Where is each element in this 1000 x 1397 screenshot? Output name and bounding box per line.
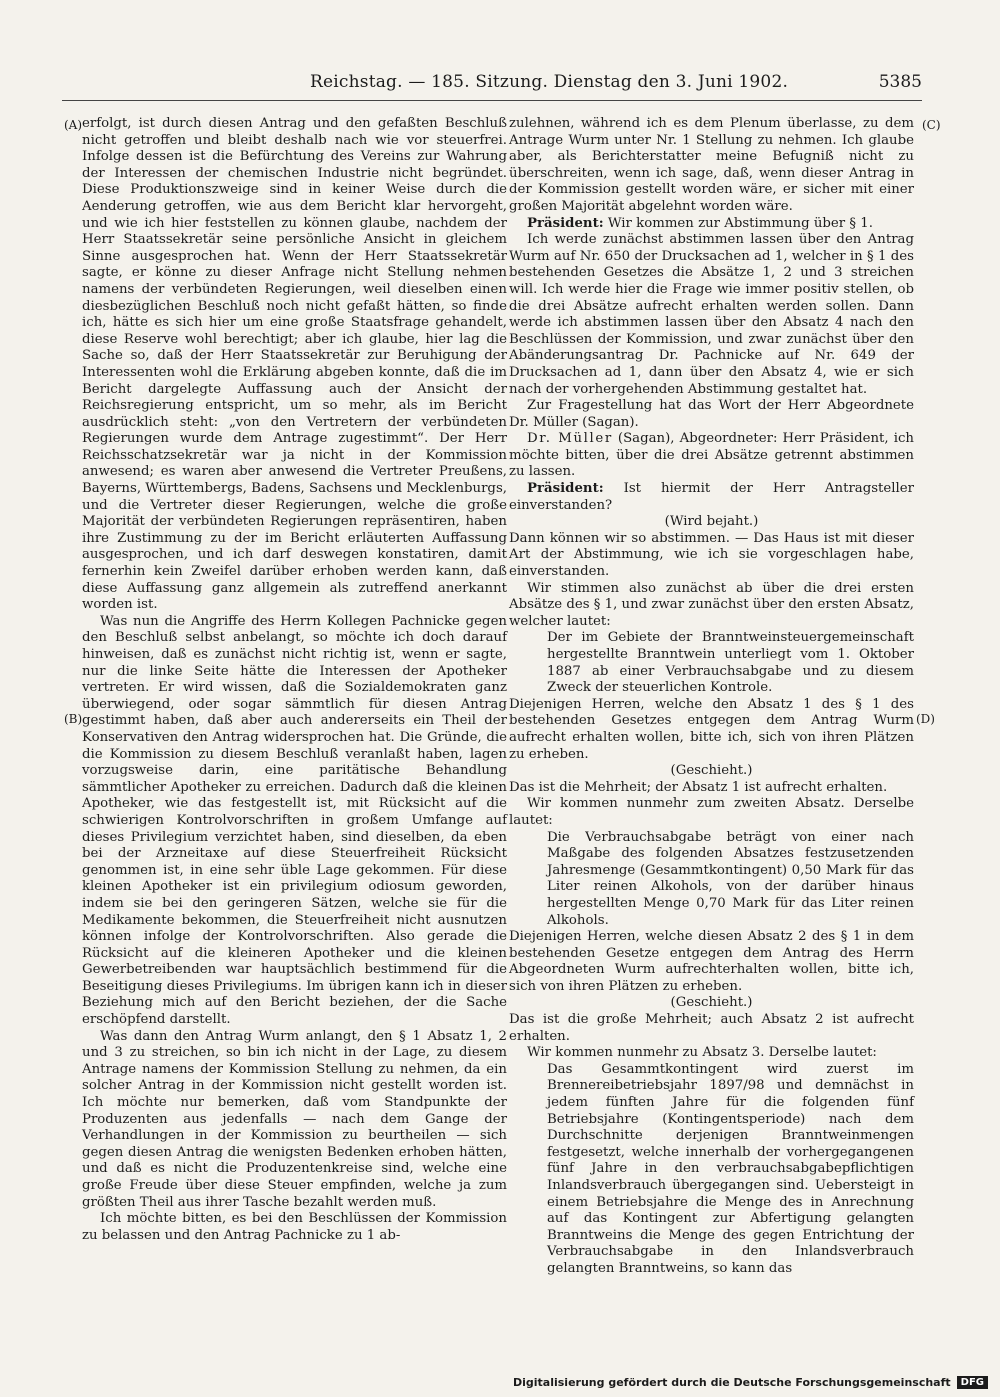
right-paragraph-10: Das ist die Mehrheit; der Absatz 1 ist aufrecht erhalten. xyxy=(509,779,888,795)
margin-marker-d: (D) xyxy=(916,712,935,726)
left-paragraph-1: erfolgt, ist durch diesen Antrag und den gefaßten Beschluß nicht getroffen und bleibt deshalb nach wie vor steuerfrei. Infolge dessen ist die Befürchtung des Vereins zur Wahrung der Interessen der chemischen Industrie nicht begründet. Diese Produktionszweige sind in keiner Weise durch die Aenderung getroffen, wie aus dem Bericht klar hervorgeht, und wie ich hier feststellen zu können glaube, nachdem der Herr Staatssekretär seine persönliche Ansicht in gleichem Sinne ausgesprochen hat. Wenn der Herr Staatssekretär sagte, er könne zu dieser Anfrage nicht Stellung nehmen namens der verbündeten Regierungen, weil dieselben einen diesbezüglichen Beschluß noch nicht gefaßt hätten, so finde ich, hätte es sich hier um eine große Staatsfrage gehandelt, diese Reserve wohl berechtigt; aber ich glaube, hier lag die Sache so, daß der Herr Staatssekretär zur Beruhigung der Interessenten wohl die Erklärung abgeben konnte, daß die im Bericht dargelegte Auffassung auch der Ansicht der Reichsregierung entspricht, um so mehr, als im Bericht ausdrücklich steht: „von den Vertretern der verbündeten Regierungen wurde dem Antrage zugestimmt“. Der Herr Reichsschatzsekretär war ja nicht in der Kommission anwesend; es waren aber anwesend die Vertreter Preußens, Bayerns, Württembergs, Badens, Sachsens und Mecklenburgs, und die Vertreter dieser Regierungen, welche die große Majorität der verbündeten Regierungen repräsentiren, haben ihre Zustimmung zu der im Bericht erläuterten Auffassung ausgesprochen, und ich darf deswegen konstatiren, damit fernerhin kein Zweifel darüber erhoben werden kann, daß diese Auffassung ganz allgemein als zutreffend anerkannt worden ist. xyxy=(82,116,507,613)
left-column xyxy=(82,116,507,1244)
right-paragraph-1: zulehnen, während ich es dem Plenum überlasse, zu dem Antrage Wurm unter Nr. 1 Stellung zu nehmen. Ich glaube aber, als Berichterstatter meine Befugniß nicht zu überschreiten, wenn ich sage, daß, wenn dieser Antrag in der Kommission gestellt worden wäre, er sicher mit einer großen Majorität abgelehnt worden wäre. xyxy=(509,116,914,214)
speaker-label: Dr. Müller xyxy=(527,431,613,447)
speaker-label: Präsident: xyxy=(527,215,604,231)
right-paragraph-14: Wir kommen nunmehr zu Absatz 3. Derselbe lautet: xyxy=(527,1045,877,1061)
margin-marker-b: (B) xyxy=(64,712,83,726)
quoted-paragraph-2: Die Verbrauchsabgabe beträgt von einer nach Maßgabe des folgenden Absatzes festzusetzenden Jahresmenge (Gesammtkontingent) 0,50 Mark für das Liter reinen Alkohols, von der darüber hinaus hergestellten Menge 0,70 Mark für das Liter reinen Alkohols. xyxy=(547,829,914,928)
left-paragraph-3: Was dann den Antrag Wurm anlangt, den § 1 Absatz 1, 2 und 3 zu streichen, so bin ich nicht in der Lage, zu diesem Antrage namens der Kommission Stellung zu nehmen, da ein solcher Antrag in der Kommission nicht gestellt worden ist. Ich möchte nur bemerken, daß vom Standpunkte der Produzenten aus jedenfalls — nach dem Gange der Verhandlungen in der Kommission zu beurtheilen — sich gegen diesen Antrag die wenigsten Bedenken erhoben hätten, und daß es nicht die Produzentenkreise sind, welche eine große Freude über diese Steuer empfinden, welche ja zum größten Theil aus ihrer Tasche bezahlt werden muß. xyxy=(82,1028,507,1210)
digitization-footer xyxy=(513,1376,988,1389)
right-paragraph-11: Wir kommen nunmehr zum zweiten Absatz. Derselbe lautet: xyxy=(509,796,914,828)
right-paragraph-13: Das ist die große Mehrheit; auch Absatz 2 ist aufrecht erhalten. xyxy=(509,1012,914,1044)
margin-marker-a: (A) xyxy=(64,118,83,132)
quoted-paragraph-1: Der im Gebiete der Branntweinsteuergemeinschaft hergestellte Branntwein unterliegt vom 1. Oktober 1887 ab einer Verbrauchsabgabe und zu diesem Zweck der steuerlichen Kontrole. xyxy=(547,630,914,696)
president-statement-2 xyxy=(509,481,914,514)
left-paragraph-4: Ich möchte bitten, es bei den Beschlüssen der Kommission zu belassen und den Antrag Pachnicke zu 1 ab- xyxy=(82,1211,507,1243)
page-header xyxy=(62,72,922,96)
right-paragraph-12: Diejenigen Herren, welche diesen Absatz 2 des § 1 in dem bestehenden Gesetze entgegen dem Antrag des Herrn Abgeordneten Wurm aufrechterhalten wollen, bitte ich, sich von ihren Plätzen zu erheben. xyxy=(509,929,914,994)
footer-text: Digitalisierung gefördert durch die Deutsche Forschungsgemeinschaft xyxy=(512,1376,951,1389)
statement-text: Wir kommen zur Abstimmung über § 1. xyxy=(607,215,873,231)
speaker-label: Präsident: xyxy=(527,481,604,497)
stage-direction-3: (Geschieht.) xyxy=(670,995,753,1011)
quoted-paragraph-3: Das Gesammtkontingent wird zuerst im Brennereibetriebsjahr 1897/98 und demnächst in jedem fünften Jahre für die folgenden fünf Betriebsjahre (Kontingentsperiode) nach dem Durchschnitte derjenigen Branntweinmengen festgesetzt, welche innerhalb der vorhergegangenen fünf Jahre in den verbrauchsabgabepflichtigen Inlandsverbrauch übergegangen sind. Uebersteigt in einem Betriebsjahre die Menge des in Anrechnung auf das Kontingent zur Abfertigung gelangten Branntweins die Menge des gegen Entrichtung der Verbrauchsabgabe in den Inlandsverbrauch gelangten Branntweins, so kann das xyxy=(547,1061,914,1276)
right-paragraph-8: Wir stimmen also zunächst ab über die drei ersten Absätze des § 1, und zwar zunächst über den ersten Absatz, welcher lautet: xyxy=(509,580,914,629)
page-number: 5385 xyxy=(878,72,922,92)
right-paragraph-3: Ich werde zunächst abstimmen lassen über den Antrag Wurm auf Nr. 650 der Drucksachen ad 1, welcher in § 1 des bestehenden Gesetzes die Absätze 1, 2 und 3 streichen will. Ich werde hier die Frage wie immer positiv stellen, ob die drei Absätze aufrecht erhalten werden sollen. Dann werde ich abstimmen lassen über den Absatz 4 nach den Beschlüssen der Kommission, und zwar zunächst über den Abänderungsantrag Dr. Pachnicke auf Nr. 649 der Drucksachen ad 1, dann über den Absatz 4, wie er sich nach der vorhergehenden Abstimmung gestaltet hat. xyxy=(509,232,914,397)
dfg-logo: DFG xyxy=(957,1376,988,1389)
margin-marker-c: (C) xyxy=(922,118,941,132)
right-paragraph-4: Zur Fragestellung hat das Wort der Herr Abgeordnete Dr. Müller (Sagan). xyxy=(509,398,914,430)
mueller-statement xyxy=(509,431,914,481)
statement-text: Ist hiermit der Herr Antragsteller einverstanden? xyxy=(509,481,915,513)
stage-direction-2: (Geschieht.) xyxy=(670,763,753,779)
right-column xyxy=(509,116,914,1278)
left-paragraph-2: Was nun die Angriffe des Herrn Kollegen Pachnicke gegen den Beschluß selbst anbelangt, so möchte ich doch darauf hinweisen, daß es zunächst nicht richtig ist, wenn er sagte, nur die linke Seite hätte die Interessen der Apotheker vertreten. Er wird wissen, daß die Sozialdemokraten ganz überwiegend, oder sogar sämmtlich für diesen Antrag gestimmt haben, daß aber auch andererseits ein Theil der Konservativen den Antrag widersprochen hat. Die Gründe, die die Kommission zu diesem Beschluß veranlaßt haben, lagen vorzugsweise darin, eine paritätische Behandlung sämmtlicher Apotheker zu erreichen. Dadurch daß die kleinen Apotheker, wie das festgestellt ist, mit Rücksicht auf die schwierigen Kontrolvorschriften in großem Umfange auf dieses Privilegium verzichtet haben, sind dieselben, da eben bei der Arzneitaxe auf diese Steuerfreiheit Rücksicht genommen ist, in eine sehr üble Lage gekommen. Für diese kleinen Apotheker ist ein privilegium odiosum geworden, indem sie bei den geringeren Sätzen, welche sie für die Medikamente bekommen, die Steuerfreiheit nicht ausnutzen können infolge der Kontrolvorschriften. Also gerade die Rücksicht auf die kleineren Apotheker und die kleinen Gewerbetreibenden war hauptsächlich bestimmend für die Beseitigung dieses Privilegiums. Im übrigen kann ich in dieser Beziehung mich auf den Bericht beziehen, der die Sache erschöpfend darstellt. xyxy=(82,613,507,1028)
header-rule xyxy=(62,100,922,101)
right-paragraph-9: Diejenigen Herren, welche den Absatz 1 des § 1 des bestehenden Gesetzes entgegen dem Antrag Wurm aufrecht erhalten wollen, bitte ich, sich von ihren Plätzen zu erheben. xyxy=(509,696,914,762)
statement-text: (Sagan), Abgeordneter: Herr Präsident, ich möchte bitten, über die drei Absätze getrennt abstimmen zu lassen. xyxy=(509,431,914,480)
president-statement-1 xyxy=(509,216,914,233)
stage-direction-1: (Wird bejaht.) xyxy=(664,514,759,530)
page-title: Reichstag. — 185. Sitzung. Dienstag den 3. Juni 1902. xyxy=(310,72,789,92)
right-paragraph-7: Dann können wir so abstimmen. — Das Haus ist mit dieser Art der Abstimmung, wie ich sie vorgeschlagen habe, einverstanden. xyxy=(509,530,914,580)
